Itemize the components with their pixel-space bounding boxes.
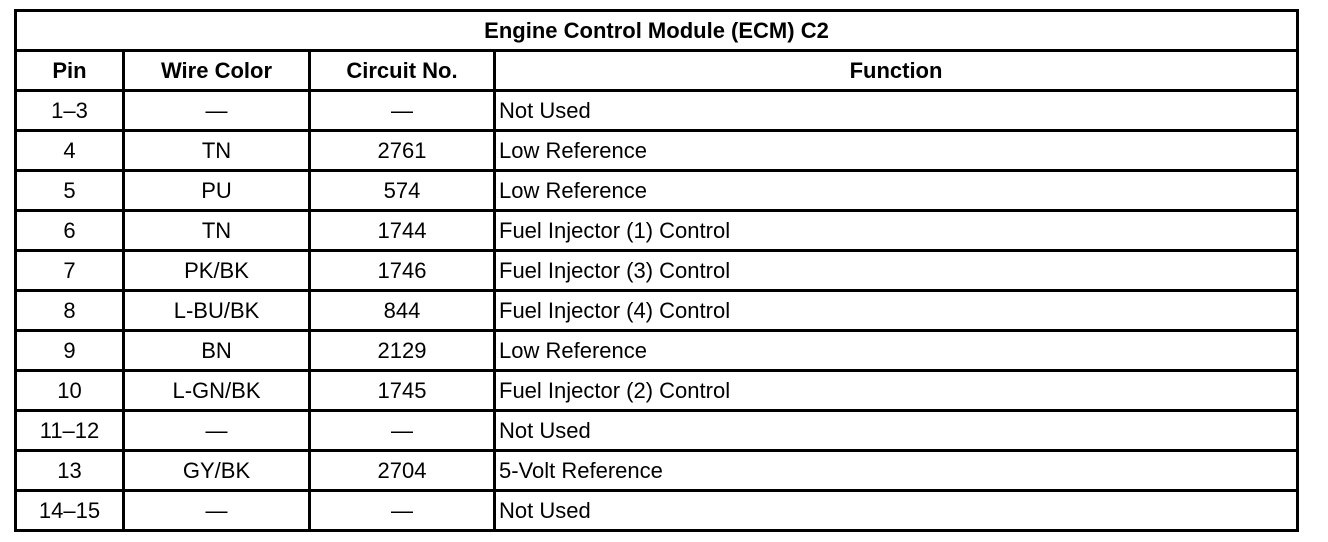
table-row [16,91,1298,131]
pin-cell: 14–15 [16,491,124,531]
pin-cell: 7 [16,251,124,291]
circuit-no-cell: 574 [310,171,495,211]
circuit-no-cell: — [310,491,495,531]
column-header-pin: Pin [16,51,124,91]
function-cell: Low Reference [495,171,1298,211]
table-body [16,91,1298,531]
function-cell: 5-Volt Reference [495,451,1298,491]
table-row [16,251,1298,291]
pin-cell: 13 [16,451,124,491]
wire-color-cell: L-GN/BK [124,371,310,411]
pin-cell: 8 [16,291,124,331]
wire-color-cell: — [124,411,310,451]
pin-cell: 5 [16,171,124,211]
pin-cell: 1–3 [16,91,124,131]
function-cell: Not Used [495,91,1298,131]
pin-cell: 6 [16,211,124,251]
table-row [16,291,1298,331]
wire-color-cell: GY/BK [124,451,310,491]
circuit-no-cell: 2704 [310,451,495,491]
function-cell: Fuel Injector (3) Control [495,251,1298,291]
circuit-no-cell: 2761 [310,131,495,171]
table-title-row [16,11,1298,51]
circuit-no-cell: 1746 [310,251,495,291]
function-cell: Low Reference [495,331,1298,371]
function-cell: Fuel Injector (4) Control [495,291,1298,331]
function-cell: Low Reference [495,131,1298,171]
function-cell: Not Used [495,491,1298,531]
table-row [16,211,1298,251]
table-row [16,451,1298,491]
circuit-no-cell: 1744 [310,211,495,251]
table-row [16,131,1298,171]
circuit-no-cell: — [310,91,495,131]
circuit-no-cell: 1745 [310,371,495,411]
column-header-wire-color: Wire Color [124,51,310,91]
circuit-no-cell: — [310,411,495,451]
wire-color-cell: — [124,491,310,531]
connector-pinout-table [14,9,1299,532]
circuit-no-cell: 2129 [310,331,495,371]
column-header-function: Function [495,51,1298,91]
wire-color-cell: PK/BK [124,251,310,291]
wire-color-cell: L-BU/BK [124,291,310,331]
wire-color-cell: — [124,91,310,131]
wire-color-cell: TN [124,131,310,171]
table-row [16,331,1298,371]
table-row [16,371,1298,411]
wire-color-cell: PU [124,171,310,211]
wire-color-cell: BN [124,331,310,371]
table-header-row [16,51,1298,91]
function-cell: Fuel Injector (1) Control [495,211,1298,251]
function-cell: Fuel Injector (2) Control [495,371,1298,411]
pin-cell: 9 [16,331,124,371]
table-row [16,491,1298,531]
wire-color-cell: TN [124,211,310,251]
pin-cell: 10 [16,371,124,411]
table-row [16,171,1298,211]
column-header-circuit-no: Circuit No. [310,51,495,91]
table-row [16,411,1298,451]
pin-cell: 4 [16,131,124,171]
circuit-no-cell: 844 [310,291,495,331]
table-title: Engine Control Module (ECM) C2 [16,11,1298,51]
function-cell: Not Used [495,411,1298,451]
pin-cell: 11–12 [16,411,124,451]
